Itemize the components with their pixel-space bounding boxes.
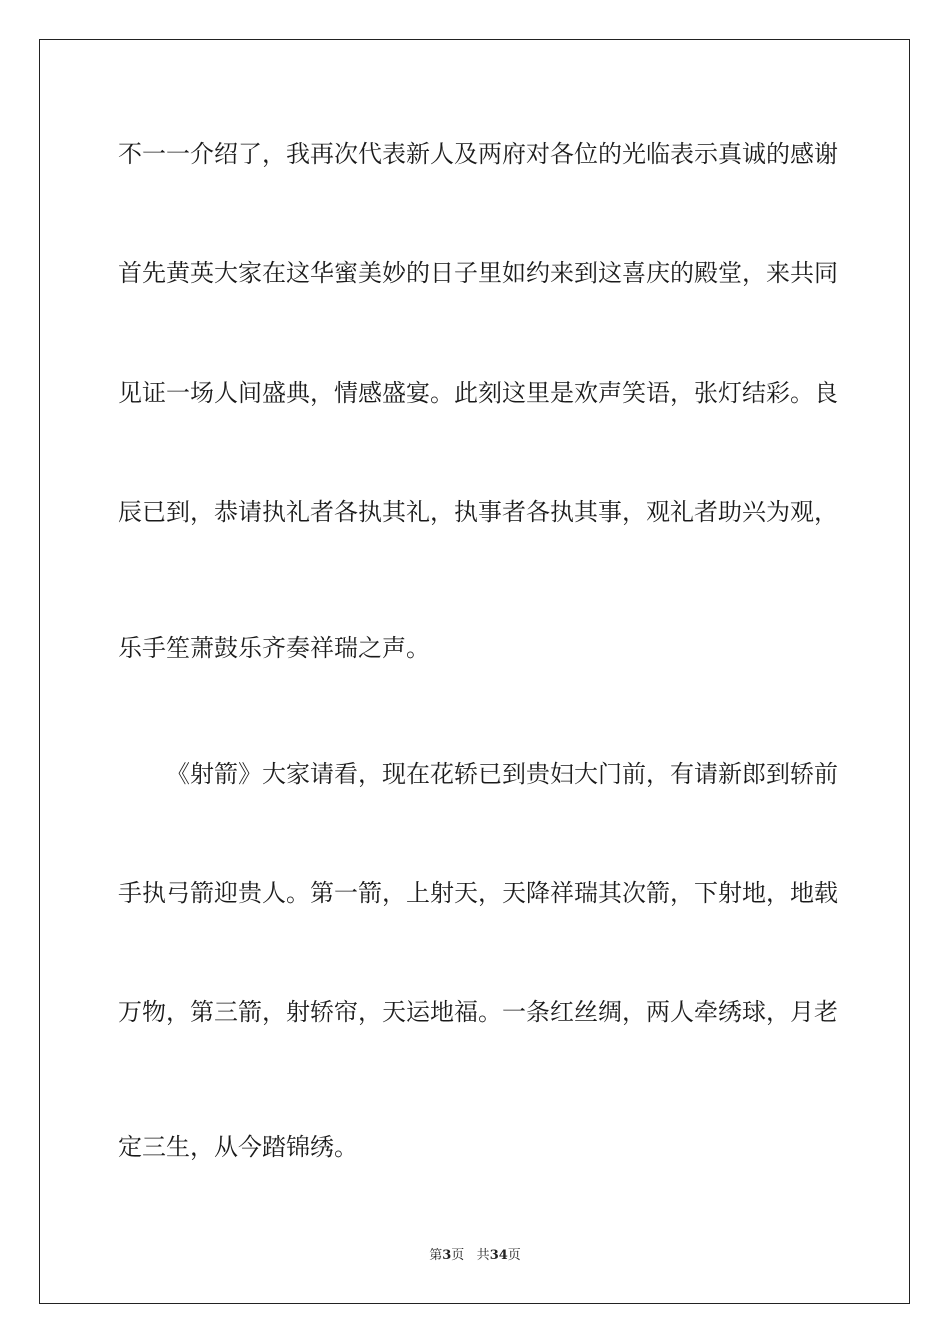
total-suffix: 页: [507, 1248, 521, 1263]
text-line-1: 不一一介绍了，我再次代表新人及两府对各位的光临表示真诚的感谢: [118, 140, 838, 168]
text-line-3: 见证一场人间盛典，情感盛宴。此刻这里是欢声笑语，张灯结彩。良: [118, 379, 838, 407]
page-number: 3: [442, 1248, 452, 1263]
page-prefix: 第: [429, 1248, 443, 1263]
page-border: [39, 39, 910, 1304]
text-line-6: 《射箭》大家请看，现在花轿已到贵妇大门前，有请新郎到轿前: [166, 760, 838, 788]
text-line-5: 乐手笙萧鼓乐齐奏祥瑞之声。: [118, 634, 430, 662]
total-pages: 34: [489, 1248, 508, 1263]
text-line-9: 定三生，从今踏锦绣。: [118, 1133, 358, 1161]
total-prefix: 共: [476, 1248, 490, 1263]
text-line-4: 辰已到，恭请执礼者各执其礼，执事者各执其事，观礼者助兴为观，: [118, 498, 838, 526]
text-line-7: 手执弓箭迎贵人。第一箭，上射天，天降祥瑞其次箭，下射地，地载: [118, 879, 838, 907]
text-line-8: 万物，第三箭，射轿帘，天运地福。一条红丝绸，两人牵绣球，月老: [118, 998, 838, 1026]
page-footer: [0, 1247, 950, 1265]
text-line-2: 首先黄英大家在这华蜜美妙的日子里如约来到这喜庆的殿堂，来共同: [118, 259, 838, 287]
page-suffix: 页: [451, 1248, 465, 1263]
